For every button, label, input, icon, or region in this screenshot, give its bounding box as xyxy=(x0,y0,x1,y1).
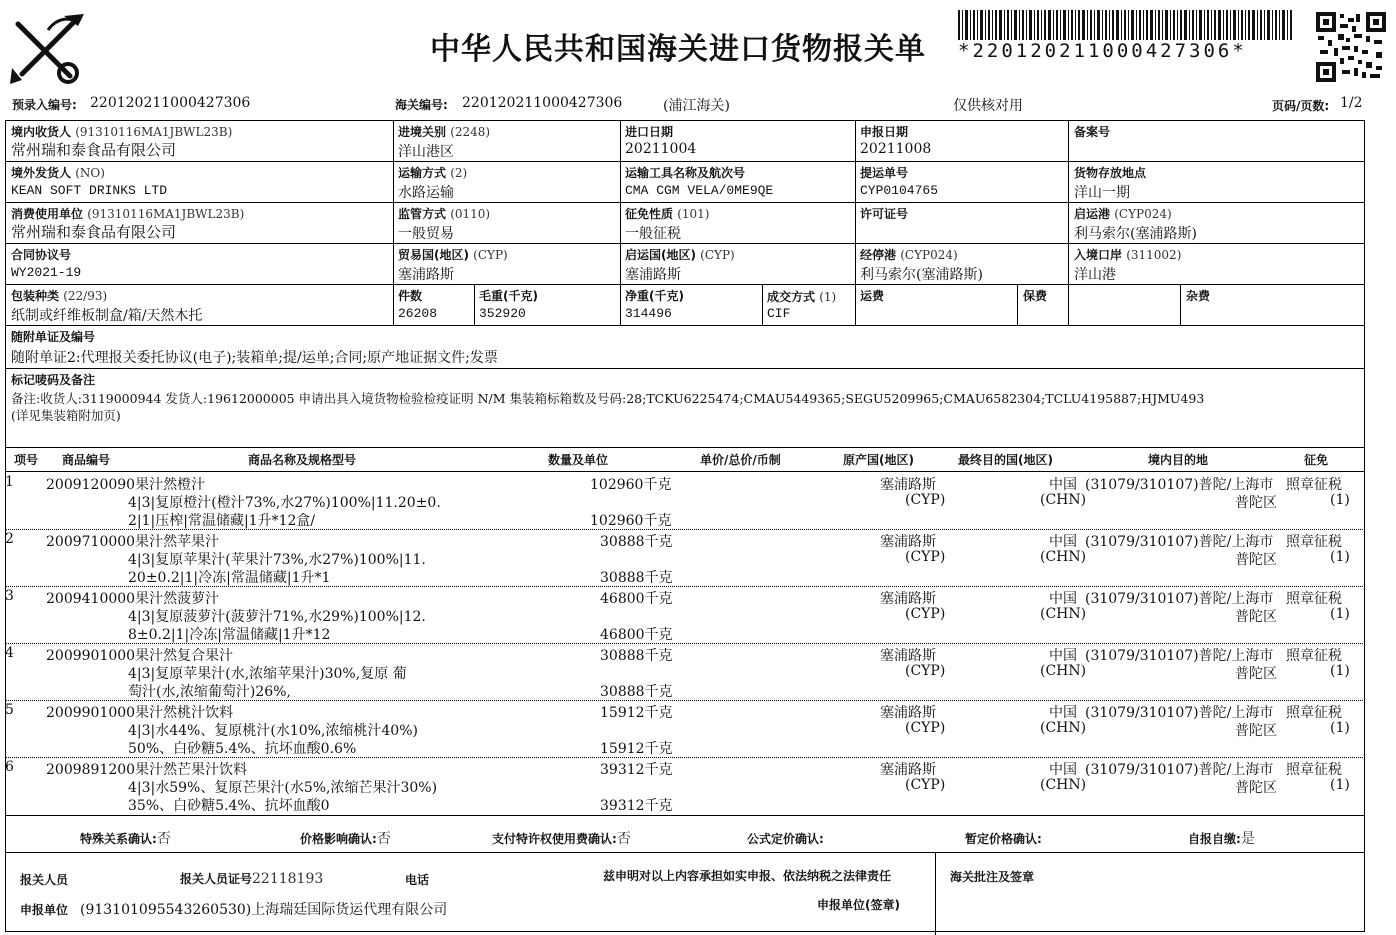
item-spec-2: 8±0.2|1|冷冻|常温储藏|1升*12 xyxy=(128,627,331,643)
declaring-unit-seal-label: 申报单位(签章) xyxy=(817,898,900,912)
grid-line xyxy=(5,284,1365,285)
item-origin: 塞浦路斯 xyxy=(880,534,936,550)
item-dest: 中国 xyxy=(1049,477,1077,493)
item-origin-code: (CYP) xyxy=(905,720,946,736)
barcode-text: *220120211000427306* xyxy=(958,40,1247,62)
transport-label: 运输方式 (2) xyxy=(398,166,468,180)
item-origin-code: (CYP) xyxy=(905,663,946,679)
grid-line xyxy=(5,815,1365,816)
grid-line xyxy=(5,471,1365,472)
trade-country-value: 塞浦路斯 xyxy=(398,267,454,283)
consumer-label: 消费使用单位 (91310116MA1JBWL23B) xyxy=(11,207,245,221)
customs-no-label: 海关编号: xyxy=(395,98,448,112)
qr-code-image xyxy=(1316,12,1386,82)
item-code: 2009901000果汁然桃汁饮料 xyxy=(46,705,234,721)
item-no: 4 xyxy=(5,645,14,661)
item-no: 1 xyxy=(5,474,14,490)
item-spec-1: 4|3|水59%、复原芒果汁(水5%,浓缩芒果汁30%) xyxy=(128,780,438,796)
origin-country-value: 塞浦路斯 xyxy=(625,267,681,283)
item-qty-1: 102960千克 xyxy=(590,477,672,493)
pieces-label: 件数 xyxy=(398,289,423,303)
phone-label: 电话 xyxy=(405,873,430,887)
grid-line xyxy=(1068,120,1069,325)
item-dest-code: (CHN) xyxy=(1040,663,1087,679)
net-weight-value: 314496 xyxy=(625,306,672,321)
item-spec-1: 4|3|复原橙汁(橙汁73%,水27%)100%|11.20±0. xyxy=(128,495,441,511)
item-origin-code: (CYP) xyxy=(905,777,946,793)
item-spec-1: 4|3|复原苹果汁(苹果汁73%,水27%)100%|11. xyxy=(128,552,426,568)
item-spec-1: 4|3|水44%、复原桃汁(水10%,浓缩桃汁40%) xyxy=(128,723,418,739)
item-origin-code: (CYP) xyxy=(905,549,946,565)
item-origin-code: (CYP) xyxy=(905,606,946,622)
declaring-unit-value: (913101095543260530)上海瑞廷国际货运代理有限公司 xyxy=(80,902,448,918)
item-spec-2: 萄汁(水,浓缩葡萄汁)26%, xyxy=(128,684,291,700)
consignee-label: 境内收货人 (91310116MA1JBWL23B) xyxy=(11,125,233,139)
shipper-value: KEAN SOFT DRINKS LTD xyxy=(11,183,168,198)
storage-label: 货物存放地点 xyxy=(1074,166,1147,180)
customs-office: (浦江海关) xyxy=(663,98,730,114)
item-levy: 照章征税 xyxy=(1286,762,1342,778)
bl-value: CYP0104765 xyxy=(860,183,939,198)
item-code: 2009410000果汁然菠萝汁 xyxy=(46,591,220,607)
item-origin-code: (CYP) xyxy=(905,492,946,508)
item-qty-2: 15912千克 xyxy=(600,741,673,757)
col-price: 单价/总价/币制 xyxy=(700,453,781,467)
marks-line-2: (详见集装箱附加页) xyxy=(11,408,121,423)
customs-sign-label: 海关批注及签章 xyxy=(950,870,1035,884)
item-spec-2: 50%、白砂糖5.4%、抗坏血酸0.6% xyxy=(128,741,357,757)
marks-label: 标记唛码及备注 xyxy=(11,373,96,387)
supervision-value: 一般贸易 xyxy=(398,226,454,242)
departure-port-label: 启运港 (CYP024) xyxy=(1074,207,1172,221)
grid-line xyxy=(5,202,1365,203)
contract-label: 合同协议号 xyxy=(11,248,72,262)
trade-country-label: 贸易国(地区) (CYP) xyxy=(398,248,508,262)
price-impact-confirm: 价格影响确认:否 xyxy=(300,831,391,847)
entry-point-value: 洋山港 xyxy=(1074,267,1116,283)
item-domestic: (31079/310107)普陀/上海市 xyxy=(1085,591,1274,607)
declaring-unit-label: 申报单位 xyxy=(20,903,69,917)
col-levy: 征免 xyxy=(1304,453,1329,467)
item-code: 2009901000果汁然复合果汁 xyxy=(46,648,234,664)
import-date-label: 进口日期 xyxy=(625,125,674,139)
item-dest-code: (CHN) xyxy=(1040,720,1087,736)
item-dest-code: (CHN) xyxy=(1040,492,1087,508)
item-no: 5 xyxy=(5,702,14,718)
item-dest: 中国 xyxy=(1049,762,1077,778)
declarer-no-label: 报关人员证号22118193 xyxy=(180,871,324,887)
item-levy-code: (1) xyxy=(1330,492,1350,508)
item-no: 3 xyxy=(5,588,14,604)
item-spec-2: 20±0.2|1|冷冻|常温储藏|1升*1 xyxy=(128,570,331,586)
col-name: 商品名称及规格型号 xyxy=(248,453,357,467)
pre-entry-label: 预录入编号: xyxy=(12,98,77,112)
grid-line xyxy=(1180,284,1181,325)
shipper-label: 境外发货人 (NO) xyxy=(11,166,105,180)
grid-line xyxy=(620,120,621,325)
docs-label: 随附单证及编号 xyxy=(11,330,96,344)
pre-entry-no: 220120211000427306 xyxy=(90,95,251,111)
item-domestic: (31079/310107)普陀/上海市 xyxy=(1085,648,1274,664)
col-code: 商品编号 xyxy=(62,453,111,467)
item-qty-1: 15912千克 xyxy=(600,705,673,721)
origin-country-label: 启运国(地区) (CYP) xyxy=(625,248,735,262)
item-code: 2009710000果汁然苹果汁 xyxy=(46,534,220,550)
item-spec-2: 35%、白砂糖5.4%、抗坏血酸0 xyxy=(128,798,330,814)
legal-statement: 兹申明对以上内容承担如实申报、依法纳税之法律责任 xyxy=(603,869,892,883)
insurance-label: 保费 xyxy=(1023,289,1048,303)
col-qty: 数量及单位 xyxy=(548,453,609,467)
declarer-label: 报关人员 xyxy=(20,873,69,887)
item-domestic: (31079/310107)普陀/上海市 xyxy=(1085,477,1274,493)
import-date-value: 20211004 xyxy=(625,141,697,157)
package-value: 纸制或纤维板制盒/箱/天然木托 xyxy=(11,308,203,324)
item-qty-2: 102960千克 xyxy=(590,513,672,529)
item-spec-1: 4|3|复原菠萝汁(菠萝汁71%,水29%)100%|12. xyxy=(128,609,426,625)
grid-line xyxy=(474,284,475,325)
misc-fee-label: 杂费 xyxy=(1186,289,1211,303)
item-levy: 照章征税 xyxy=(1286,534,1342,550)
marks-line-1: 备注:收货人:3119000944 发货人:19612000005 申请出具入境货物检验检疫证明 N/M 集装箱标箱数及号码:28;TCKU6225474;CMAU5449365;SEGU5209965;CMAU6582304;TCLU4195887;HJMU493 xyxy=(11,391,1205,406)
grid-line xyxy=(5,368,1365,369)
declare-date-label: 申报日期 xyxy=(860,125,909,139)
item-qty-1: 30888千克 xyxy=(600,648,673,664)
special-relation-confirm: 特殊关系确认:否 xyxy=(80,831,171,847)
via-port-value: 利马索尔(塞浦路斯) xyxy=(860,267,983,283)
item-levy-code: (1) xyxy=(1330,720,1350,736)
item-domestic-2: 普陀区 xyxy=(1235,780,1277,796)
item-domestic: (31079/310107)普陀/上海市 xyxy=(1085,762,1274,778)
provisional-price-confirm: 暂定价格确认: xyxy=(965,832,1042,846)
self-pay-confirm: 自报自缴:是 xyxy=(1188,831,1255,847)
freight-label: 运费 xyxy=(860,289,885,303)
page-label: 页码/页数: xyxy=(1272,99,1330,113)
col-domestic: 境内目的地 xyxy=(1148,453,1209,467)
item-dest: 中国 xyxy=(1049,705,1077,721)
item-domestic-2: 普陀区 xyxy=(1235,495,1277,511)
item-domestic-2: 普陀区 xyxy=(1235,552,1277,568)
item-origin: 塞浦路斯 xyxy=(880,477,936,493)
license-label: 许可证号 xyxy=(860,207,909,221)
declare-date-value: 20211008 xyxy=(860,141,932,157)
verify-note: 仅供核对用 xyxy=(953,98,1023,114)
grid-line xyxy=(5,447,1365,448)
item-spec-2: 2|1|压榨|常温储藏|1升*12盒/ xyxy=(128,513,316,529)
item-origin: 塞浦路斯 xyxy=(880,648,936,664)
grid-line xyxy=(855,120,856,325)
grid-line xyxy=(762,284,763,325)
item-no: 2 xyxy=(5,531,14,547)
gross-weight-label: 毛重(千克) xyxy=(479,289,538,303)
grid-line xyxy=(5,325,1365,326)
item-levy: 照章征税 xyxy=(1286,648,1342,664)
item-qty-1: 39312千克 xyxy=(600,762,673,778)
item-qty-1: 30888千克 xyxy=(600,534,673,550)
levy-nature-label: 征免性质 (101) xyxy=(625,207,710,221)
deal-terms-value: CIF xyxy=(767,306,791,321)
bl-label: 提运单号 xyxy=(860,166,909,180)
item-origin: 塞浦路斯 xyxy=(880,762,936,778)
gross-weight-value: 352920 xyxy=(479,306,526,321)
grid-line xyxy=(935,852,936,935)
item-origin: 塞浦路斯 xyxy=(880,591,936,607)
item-domestic-2: 普陀区 xyxy=(1235,666,1277,682)
item-code: 2009891200果汁然芒果汁饮料 xyxy=(46,762,248,778)
item-domestic: (31079/310107)普陀/上海市 xyxy=(1085,534,1274,550)
item-levy: 照章征税 xyxy=(1286,591,1342,607)
supervision-label: 监管方式 (0110) xyxy=(398,207,491,221)
item-domestic: (31079/310107)普陀/上海市 xyxy=(1085,705,1274,721)
consignee-value: 常州瑞和泰食品有限公司 xyxy=(11,141,177,159)
item-no: 6 xyxy=(5,759,14,775)
item-levy-code: (1) xyxy=(1330,663,1350,679)
item-dest-code: (CHN) xyxy=(1040,777,1087,793)
col-origin: 原产国(地区) xyxy=(843,453,914,467)
record-no-label: 备案号 xyxy=(1074,125,1111,139)
docs-value: 随附单证2:代理报关委托协议(电子);装箱单;提/运单;合同;原产地证据文件;发票 xyxy=(11,350,498,366)
pieces-value: 26208 xyxy=(398,306,438,321)
item-code: 2009120090果汁然橙汁 xyxy=(46,477,206,493)
consumer-value: 常州瑞和泰食品有限公司 xyxy=(11,223,177,241)
item-levy: 照章征税 xyxy=(1286,705,1342,721)
item-qty-2: 30888千克 xyxy=(600,684,673,700)
item-dest: 中国 xyxy=(1049,648,1077,664)
item-qty-2: 46800千克 xyxy=(600,627,673,643)
item-spec-1: 4|3|复原苹果汁(水,浓缩苹果汁)30%,复原 葡 xyxy=(128,666,407,682)
item-dest-code: (CHN) xyxy=(1040,606,1087,622)
customs-no: 220120211000427306 xyxy=(462,95,623,111)
col-dest: 最终目的国(地区) xyxy=(958,453,1053,467)
grid-line xyxy=(393,120,394,325)
grid-line xyxy=(1017,284,1018,325)
royalty-confirm: 支付特许权使用费确认:否 xyxy=(492,831,631,847)
item-qty-2: 30888千克 xyxy=(600,570,673,586)
package-label: 包装种类 (22/93) xyxy=(11,289,108,303)
vessel-label: 运输工具名称及航次号 xyxy=(625,166,746,180)
grid-line xyxy=(5,161,1365,162)
item-levy: 照章征税 xyxy=(1286,477,1342,493)
document-title: 中华人民共和国海关进口货物报关单 xyxy=(430,32,926,67)
net-weight-label: 净重(千克) xyxy=(625,289,684,303)
entry-point-label: 入境口岸 (311002) xyxy=(1074,248,1182,262)
item-levy-code: (1) xyxy=(1330,549,1350,565)
item-levy-code: (1) xyxy=(1330,777,1350,793)
item-levy-code: (1) xyxy=(1330,606,1350,622)
via-port-label: 经停港 (CYP024) xyxy=(860,248,958,262)
item-qty-2: 39312千克 xyxy=(600,798,673,814)
item-domestic-2: 普陀区 xyxy=(1235,723,1277,739)
formula-price-confirm: 公式定价确认: xyxy=(747,832,824,846)
col-item: 项号 xyxy=(14,453,39,467)
transport-value: 水路运输 xyxy=(398,185,454,201)
page-value: 1/2 xyxy=(1340,95,1363,111)
barcode-image xyxy=(958,10,1294,40)
item-domestic-2: 普陀区 xyxy=(1235,609,1277,625)
item-dest: 中国 xyxy=(1049,591,1077,607)
contract-value: WY2021-19 xyxy=(11,265,82,280)
item-origin: 塞浦路斯 xyxy=(880,705,936,721)
storage-value: 洋山一期 xyxy=(1074,185,1130,201)
grid-line xyxy=(5,243,1365,244)
vessel-value: CMA CGM VELA/0ME9QE xyxy=(625,183,774,198)
customs-emblem-logo xyxy=(8,10,88,86)
item-dest-code: (CHN) xyxy=(1040,549,1087,565)
entry-port-value: 洋山港区 xyxy=(398,144,454,160)
entry-port-label: 进境关别 (2248) xyxy=(398,125,491,139)
grid-line xyxy=(5,852,1365,853)
departure-port-value: 利马索尔(塞浦路斯) xyxy=(1074,226,1197,242)
deal-terms-label: 成交方式 (1) xyxy=(767,290,837,304)
item-qty-1: 46800千克 xyxy=(600,591,673,607)
item-dest: 中国 xyxy=(1049,534,1077,550)
levy-nature-value: 一般征税 xyxy=(625,226,681,242)
